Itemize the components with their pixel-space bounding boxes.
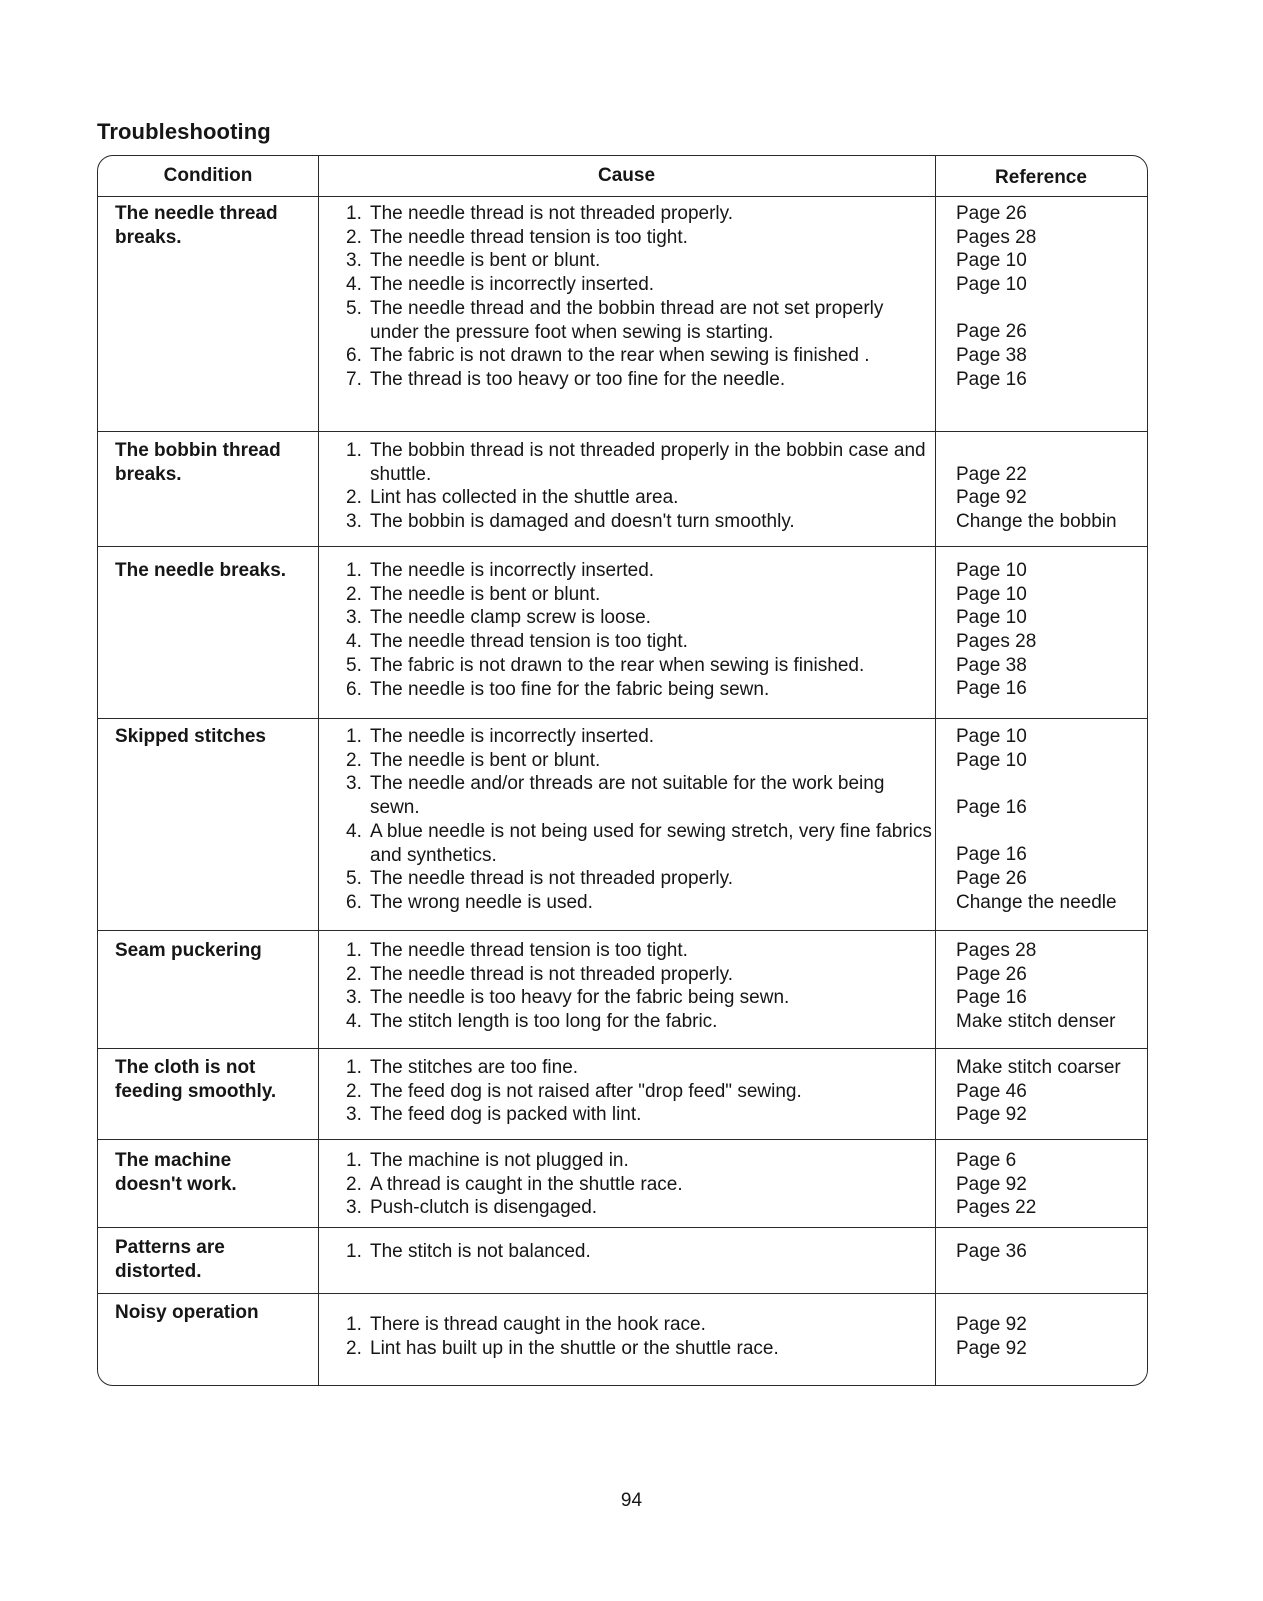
cause-number: 3.: [346, 773, 362, 795]
row-divider: [98, 930, 1147, 931]
reference-item: Page 26: [956, 963, 1027, 985]
cause-number: 5.: [346, 868, 362, 890]
cause-number: 1.: [346, 1150, 362, 1171]
reference-item: Pages 28: [956, 631, 1037, 653]
row-divider: [98, 546, 1147, 547]
page-title: Troubleshooting: [97, 119, 271, 144]
cause-text: The stitch length is too long for the fabric.: [370, 1011, 718, 1033]
cause-number: 1.: [346, 440, 362, 461]
cause-text: A thread is caught in the shuttle race.: [370, 1173, 683, 1195]
cause-text: The needle thread is not threaded properly.: [370, 868, 733, 890]
condition-cell: [115, 1056, 315, 1103]
cause-item: [346, 1337, 936, 1361]
cause-item: [346, 1103, 936, 1127]
cause-text: The machine is not plugged in.: [370, 1150, 629, 1171]
reference-item: Page 22: [956, 463, 1027, 485]
cause-number: 1.: [346, 1314, 362, 1335]
cause-item: [346, 344, 936, 368]
header-divider: [98, 196, 1147, 197]
cause-number: 7.: [346, 368, 362, 390]
condition-cell: [115, 1149, 315, 1196]
cause-item: [346, 297, 936, 344]
row-divider: [98, 1227, 1147, 1228]
cause-text: The needle thread tension is too tight.: [370, 940, 688, 961]
cause-text: The needle is incorrectly inserted.: [370, 560, 655, 581]
cause-item: [346, 559, 936, 583]
cause-item: [346, 654, 936, 678]
reference-item: [956, 820, 1146, 844]
condition-text: The needle breaks.: [115, 560, 287, 581]
cause-text: The needle is bent or blunt.: [370, 250, 601, 272]
cause-number: 1.: [346, 203, 362, 224]
reference-item: Page 16: [956, 368, 1027, 390]
reference-item: [956, 297, 1146, 321]
reference-cell: [956, 1240, 1146, 1264]
cause-item: [346, 630, 936, 654]
cause-item: [346, 1196, 936, 1220]
cause-number: 6.: [346, 678, 362, 700]
cause-number: 6.: [346, 345, 362, 367]
cause-number: 2.: [346, 963, 362, 985]
cause-item: [346, 510, 936, 534]
reference-item: Page 92: [956, 1314, 1027, 1335]
cause-text: The fabric is not drawn to the rear when sewing is finished .: [370, 345, 870, 367]
cause-item: [346, 1056, 936, 1080]
cause-text: The needle thread tension is too tight.: [370, 631, 688, 653]
condition-text: Skipped stitches: [115, 726, 266, 747]
reference-item: Page 16: [956, 797, 1027, 819]
cause-number: 2.: [346, 487, 362, 509]
cause-item: [346, 678, 936, 702]
cause-text: The needle and/or threads are not suitable for the work being sewn.: [370, 773, 885, 819]
reference-item: Page 10: [956, 607, 1027, 629]
cause-header: Cause: [597, 165, 656, 186]
cause-text: The needle is incorrectly inserted.: [370, 726, 655, 747]
cause-number: 3.: [346, 1197, 362, 1219]
cause-item: [346, 368, 936, 392]
cause-text: The stitch is not balanced.: [370, 1241, 591, 1262]
reference-item: Page 16: [956, 987, 1027, 1009]
cause-item: [346, 1149, 936, 1173]
troubleshooting-table: [97, 155, 1148, 1386]
cause-text: The needle is too heavy for the fabric being sewn.: [370, 987, 790, 1009]
condition-cell: [115, 202, 315, 249]
cause-item: [346, 820, 936, 867]
cause-number: 2.: [346, 226, 362, 248]
page-number: 94: [620, 1490, 643, 1511]
reference-item: Change the bobbin: [956, 511, 1117, 533]
cause-item: [346, 1313, 936, 1337]
cause-text: The needle thread is not threaded properly.: [370, 963, 733, 985]
cause-item: [346, 583, 936, 607]
cause-number: 3.: [346, 511, 362, 533]
cause-item: [346, 486, 936, 510]
row-divider: [98, 431, 1147, 432]
column-divider: [318, 156, 319, 1385]
cause-text: Push-clutch is disengaged.: [370, 1197, 598, 1219]
cause-item: [346, 226, 936, 250]
cause-number: 2.: [346, 1173, 362, 1195]
cause-number: 6.: [346, 891, 362, 913]
reference-header: Reference: [995, 167, 1087, 188]
cause-number: 3.: [346, 987, 362, 1009]
reference-item: Page 10: [956, 560, 1027, 581]
cause-number: 1.: [346, 726, 362, 747]
condition-text: Patterns are distorted.: [115, 1237, 225, 1282]
cause-item: [346, 749, 936, 773]
reference-item: Pages 28: [956, 226, 1037, 248]
reference-item: Page 92: [956, 487, 1027, 509]
cause-item: [346, 939, 936, 963]
cause-item: [346, 202, 936, 226]
cause-number: 4.: [346, 631, 362, 653]
cause-number: 4.: [346, 1011, 362, 1033]
cause-number: 1.: [346, 1241, 362, 1262]
condition-header: Condition: [163, 165, 253, 186]
cause-text: The fabric is not drawn to the rear when sewing is finished.: [370, 654, 865, 676]
row-divider: [98, 1293, 1147, 1294]
cause-number: 2.: [346, 749, 362, 771]
reference-item: [956, 439, 1146, 463]
cause-number: 1.: [346, 1057, 362, 1078]
reference-item: Page 38: [956, 345, 1027, 367]
row-divider: [98, 718, 1147, 719]
cause-number: 1.: [346, 940, 362, 961]
reference-item: [956, 772, 1146, 796]
cause-text: The stitches are too fine.: [370, 1057, 579, 1078]
reference-item: Page 16: [956, 844, 1027, 866]
cause-text: The bobbin is damaged and doesn't turn smoothly.: [370, 511, 795, 533]
condition-cell: [115, 559, 315, 583]
cause-text: The needle thread and the bobbin thread are not set properly under the pressure foot when sewing is starting.: [370, 297, 884, 343]
cause-text: The wrong needle is used.: [370, 891, 593, 913]
cause-item: [346, 1173, 936, 1197]
cause-item: [346, 986, 936, 1010]
reference-cell: [956, 1056, 1146, 1127]
cause-number: 2.: [346, 1337, 362, 1359]
reference-item: Page 6: [956, 1150, 1017, 1171]
condition-cell: [115, 725, 315, 749]
condition-cell: [115, 439, 315, 486]
reference-item: Page 26: [956, 868, 1027, 890]
cause-item: [346, 1240, 936, 1264]
condition-text: The bobbin thread breaks.: [115, 440, 281, 485]
cause-text: Lint has built up in the shuttle or the shuttle race.: [370, 1337, 779, 1359]
reference-item: Page 36: [956, 1241, 1027, 1262]
cause-number: 2.: [346, 1080, 362, 1102]
cause-item: [346, 439, 936, 486]
reference-item: Page 10: [956, 274, 1027, 296]
reference-item: Page 46: [956, 1080, 1027, 1102]
reference-cell: [956, 439, 1146, 534]
cause-text: The needle is bent or blunt.: [370, 583, 601, 605]
cause-item: [346, 725, 936, 749]
cause-item: [346, 1010, 936, 1034]
reference-item: Change the needle: [956, 891, 1117, 913]
reference-item: Make stitch coarser: [956, 1057, 1121, 1078]
cause-number: 1.: [346, 560, 362, 581]
reference-item: Make stitch denser: [956, 1011, 1116, 1033]
reference-item: Page 10: [956, 250, 1027, 272]
cause-text: The needle is bent or blunt.: [370, 749, 601, 771]
reference-cell: [956, 1313, 1146, 1360]
reference-item: Pages 28: [956, 940, 1037, 961]
cause-item: [346, 772, 936, 819]
cause-number: 2.: [346, 583, 362, 605]
cause-number: 3.: [346, 1104, 362, 1126]
reference-item: Page 10: [956, 583, 1027, 605]
condition-text: The needle thread breaks.: [115, 203, 278, 248]
cause-item: [346, 867, 936, 891]
reference-item: Page 26: [956, 203, 1027, 224]
cause-text: Lint has collected in the shuttle area.: [370, 487, 679, 509]
reference-cell: [956, 202, 1146, 392]
cause-text: The needle thread is not threaded properly.: [370, 203, 733, 224]
condition-text: The cloth is not feeding smoothly.: [115, 1057, 277, 1102]
cause-text: The needle is incorrectly inserted.: [370, 274, 655, 296]
row-divider: [98, 1139, 1147, 1140]
cause-text: A blue needle is not being used for sewing stretch, very fine fabrics and synthetics.: [370, 820, 932, 866]
cause-number: 5.: [346, 297, 362, 319]
reference-item: Page 92: [956, 1173, 1027, 1195]
cause-item: [346, 273, 936, 297]
cause-text: The bobbin thread is not threaded properly in the bobbin case and shuttle.: [370, 440, 926, 485]
reference-item: Page 10: [956, 726, 1027, 747]
condition-cell: [115, 1301, 315, 1325]
reference-cell: [956, 1149, 1146, 1220]
condition-text: Noisy operation: [115, 1302, 259, 1323]
cause-item: [346, 963, 936, 987]
cause-number: 5.: [346, 654, 362, 676]
cause-text: The feed dog is not raised after "drop feed" sewing.: [370, 1080, 802, 1102]
cause-text: The thread is too heavy or too fine for the needle.: [370, 368, 786, 390]
reference-item: Page 38: [956, 654, 1027, 676]
cause-number: 4.: [346, 274, 362, 296]
cause-item: [346, 1080, 936, 1104]
reference-item: Page 26: [956, 321, 1027, 343]
reference-cell: [956, 939, 1146, 1034]
cause-text: The feed dog is packed with lint.: [370, 1104, 642, 1126]
cause-text: The needle is too fine for the fabric being sewn.: [370, 678, 770, 700]
reference-item: Page 10: [956, 749, 1027, 771]
cause-item: [346, 891, 936, 915]
cause-number: 3.: [346, 607, 362, 629]
cause-number: 3.: [346, 250, 362, 272]
reference-cell: [956, 725, 1146, 915]
reference-item: Page 92: [956, 1104, 1027, 1126]
condition-cell: [115, 939, 315, 963]
row-divider: [98, 1048, 1147, 1049]
cause-text: The needle thread tension is too tight.: [370, 226, 688, 248]
condition-text: Seam puckering: [115, 940, 262, 961]
condition-cell: [115, 1236, 315, 1283]
cause-text: The needle clamp screw is loose.: [370, 607, 651, 629]
reference-item: Page 16: [956, 678, 1027, 700]
cause-item: [346, 249, 936, 273]
cause-number: 4.: [346, 820, 362, 842]
reference-item: Pages 22: [956, 1197, 1037, 1219]
condition-text: The machine doesn't work.: [115, 1150, 237, 1195]
reference-cell: [956, 559, 1146, 701]
cause-item: [346, 606, 936, 630]
cause-text: There is thread caught in the hook race.: [370, 1314, 706, 1335]
reference-item: Page 92: [956, 1337, 1027, 1359]
